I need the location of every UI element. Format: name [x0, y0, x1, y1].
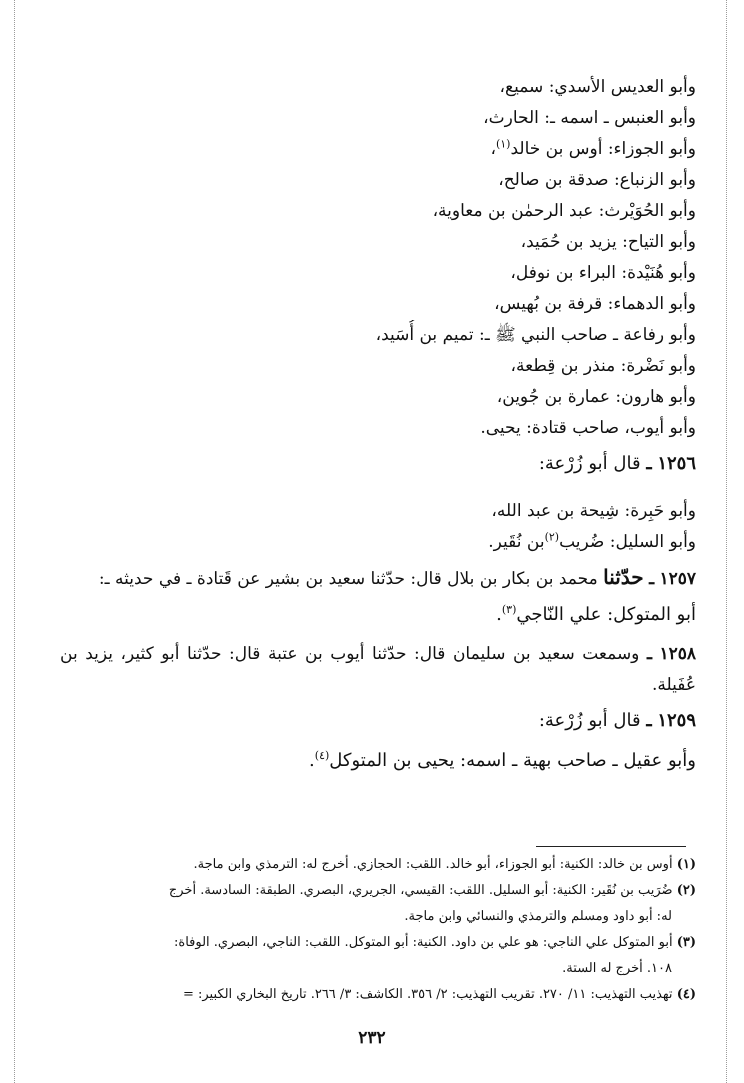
name-entry-text: وأبو الجوزاء: أوس بن خالد	[510, 139, 696, 159]
paragraph-1256	[60, 444, 696, 484]
binding-edge-right	[726, 0, 727, 1083]
name-entry: وأبو أيوب، صاحب قتادة: يحيى.	[480, 418, 696, 438]
footnote-separator	[536, 846, 686, 847]
dash: ـ	[646, 710, 652, 731]
name-entry	[60, 741, 696, 781]
paragraph-text: قال أبو زُرْعة:	[538, 710, 641, 731]
footnote-marker[interactable]: (٤)	[314, 749, 330, 762]
name-entry: وأبو حَبِرة: شِيحة بن عبد الله،	[491, 501, 696, 521]
paragraph-text: قال أبو زُرْعة:	[538, 453, 641, 474]
footnote-2-continued	[60, 904, 696, 930]
paragraph-number: ١٢٥٦	[657, 453, 696, 474]
footnote-4	[60, 982, 696, 1008]
page-body	[60, 72, 696, 781]
name-entry: وأبو هارون: عمارة بن جُوين،	[496, 387, 696, 407]
footnotes	[60, 852, 696, 1008]
footnote-text: ١٠٨. أخرج له الستة.	[562, 961, 672, 976]
dash: ـ	[649, 569, 655, 589]
footnote-text: ضُرَيب بن نُقَير: الكنية: أبو السليل. اللقب: القيسي، الجريري، البصري. الطبقة: السادسة. أخرج	[168, 883, 673, 898]
footnote-2	[60, 878, 696, 904]
name-entry: وأبو الحُوَيْرث: عبد الرحمٰن بن معاوية،	[432, 201, 696, 221]
name-entry: وأبو العنبس ـ اسمه ـ: الحارث،	[483, 108, 696, 128]
footnote-marker[interactable]: (٢)	[544, 530, 560, 544]
name-entry: وأبو نَضْرة: منذر بن قِطعة،	[510, 356, 696, 376]
punctuation: ،	[490, 139, 496, 159]
footnote-text: له: أبو داود ومسلم والترمذي والنسائي وابن ماجة.	[404, 909, 672, 924]
footnote-marker[interactable]: (٣)	[501, 603, 517, 616]
name-entry	[60, 595, 696, 635]
name-entry: وأبو رفاعة ـ صاحب النبي ﷺ ـ: تميم بن أُسَيد،	[375, 325, 696, 345]
dash: ـ	[646, 644, 652, 664]
footnote-number: (٢)	[676, 883, 696, 898]
footnote-3-continued	[60, 956, 696, 982]
paragraph-number: ١٢٥٨	[659, 644, 697, 664]
paragraph-number: ١٢٥٩	[657, 710, 696, 731]
footnote-marker[interactable]: (١)	[495, 137, 511, 151]
name-entry	[60, 527, 696, 558]
name-entry-text: وأبو عقيل ـ صاحب بهية ـ اسمه: يحيى بن المتوكل	[329, 750, 696, 771]
punctuation: .	[496, 604, 502, 625]
name-entry-text: أبو المتوكل: علي النّاجي	[516, 604, 696, 625]
name-entry: وأبو التياح: يزيد بن حُمَيد،	[520, 232, 696, 252]
name-entry: وأبو الدهماء: قرفة بن بُهيس،	[494, 294, 696, 314]
hadith-keyword: حدّثنا	[603, 565, 644, 589]
paragraph-text: محمد بن بكار بن بلال قال: حدّثنا سعيد بن بشير عن قَتادة ـ في حديثه ـ:	[98, 569, 598, 589]
footnote-text: تهذيب التهذيب: ١١/ ٢٧٠. تقريب التهذيب: ٢/ ٣٥٦. الكاشف: ٣/ ٢٦٦. تاريخ البخاري الكبير: =	[182, 987, 673, 1002]
page-number: ٢٣٢	[358, 1028, 386, 1048]
footnote-text: أوس بن خالد: الكنية: أبو الجوزاء، أبو خالد. اللقب: الحجازي. أخرج له: الترمذي وابن ماجة.	[193, 857, 673, 872]
binding-edge-left	[14, 0, 15, 1083]
footnote-number: (٣)	[676, 935, 696, 950]
name-entry-text: وأبو السليل: ضُريب	[559, 532, 696, 552]
punctuation: .	[309, 750, 315, 771]
paragraph-1259	[60, 701, 696, 741]
paragraph-number: ١٢٥٧	[659, 569, 696, 589]
name-entry: وأبو العديس الأسدي: سميع،	[499, 77, 696, 97]
paragraph-text: وسمعت سعيد بن سليمان قال: حدّثنا أيوب بن عتبة قال: حدّثنا أبو كثير، يزيد بن عُفَيلة.	[60, 644, 696, 695]
footnote-text: أبو المتوكل علي الناجي: هو علي بن داود. الكنية: أبو المتوكل. اللقب: الناجي، البصري. الوفاة:	[174, 935, 673, 950]
footnote-number: (٤)	[676, 987, 696, 1002]
name-entry: وأبو هُنَيْدة: البراء بن نوفل،	[510, 263, 696, 283]
paragraph-1258	[60, 639, 696, 701]
footnote-3	[60, 930, 696, 956]
dash: ـ	[646, 453, 652, 474]
name-entry: وأبو الزنباع: صدقة بن صالح،	[498, 170, 696, 190]
paragraph-1257	[60, 562, 696, 595]
name-entry	[60, 134, 696, 165]
footnote-number: (١)	[676, 857, 696, 872]
footnote-1	[60, 852, 696, 878]
name-entry-text: بن نُقَير.	[488, 532, 545, 552]
